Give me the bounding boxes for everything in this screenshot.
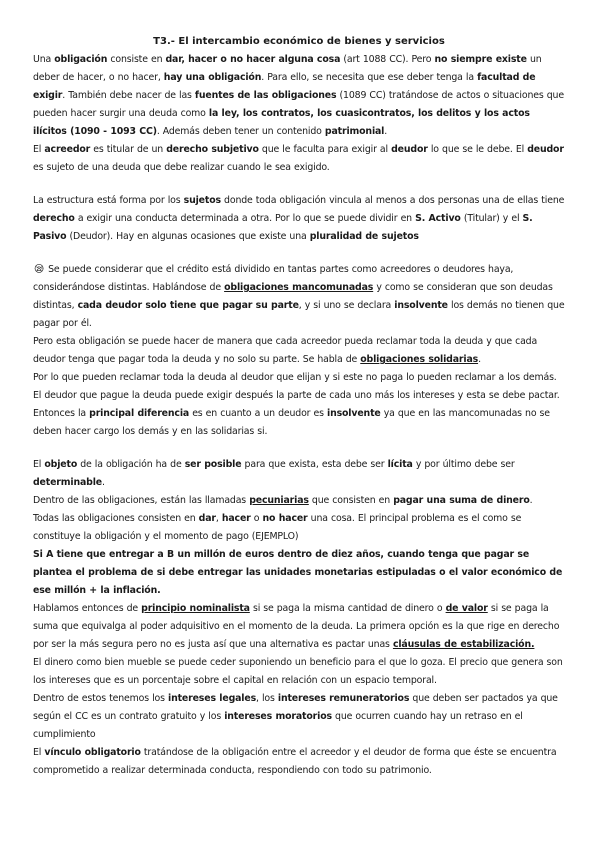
- bold-term: objeto: [44, 459, 78, 470]
- text-run: y como se consideran que son deudas distintas,: [33, 282, 553, 311]
- text-run: si se paga la misma cantidad de dinero o: [249, 603, 446, 614]
- text-run: .: [529, 495, 533, 506]
- underlined-term: de valor: [445, 603, 488, 614]
- text-run: , los: [256, 693, 278, 704]
- text-run: es en cuanto a un deudor es: [189, 408, 327, 419]
- paragraph: [33, 492, 565, 510]
- text-run: . También debe nacer de las: [62, 90, 195, 101]
- paragraph-gap: [33, 246, 565, 261]
- paragraph-gap: [33, 177, 565, 192]
- text-run: tratándose de la obligación entre el acreedor y el deudor de forma que éste se encuentra comprometido a realizar determinada conducta, respondiendo con todo su patrimonio.: [33, 747, 557, 776]
- bold-term: obligación: [54, 54, 108, 65]
- paragraph: [33, 690, 565, 744]
- text-run: (Titular) y el: [460, 213, 523, 224]
- text-run: que ocurren cuando hay un retraso en el cumplimiento: [33, 711, 523, 740]
- text-run: El: [33, 747, 45, 758]
- paragraph: [33, 600, 565, 654]
- text-run: .: [384, 126, 388, 137]
- bold-term: la ley, los contratos, los cuasicontratos, los delitos y los actos ilícitos (1090 - 1093 CC): [33, 108, 530, 137]
- bold-term: S. Pasivo: [33, 213, 533, 242]
- paragraph-gap: [33, 441, 565, 456]
- text-run: a exigir una conducta determinada a otra. Por lo que se puede dividir en: [74, 213, 416, 224]
- paragraph: [33, 192, 565, 246]
- underlined-term: obligaciones mancomunadas: [224, 282, 374, 293]
- text-run: que le faculta para exigir al: [258, 144, 392, 155]
- paragraph: [33, 654, 565, 690]
- bold-term: dar, hacer o no hacer alguna cosa: [165, 54, 341, 65]
- bold-term: pluralidad de sujetos: [309, 231, 419, 242]
- text-run: Hablamos entonces de: [33, 603, 142, 614]
- bold-term: no hacer: [262, 513, 308, 524]
- text-run: Dentro de las obligaciones, están las llamadas: [33, 495, 250, 506]
- paragraph: [33, 333, 565, 369]
- text-run: que deben ser pactados ya que según el CC es un contrato gratuito y los: [33, 693, 558, 722]
- bold-term: Si A tiene que entregar a B un millón de euros dentro de diez años, cuando tenga que pagar se plantea el problema de si debe entregar las unidades monetarias estipuladas o el valor económico de ese millón + la inflación.: [33, 549, 563, 596]
- text-run: (1089 CC) tratándose de actos o situaciones que pueden hacer surgir una deuda como: [33, 90, 564, 119]
- text-run: y por último debe ser: [412, 459, 515, 470]
- text-run: Por lo que pueden reclamar toda la deuda al deudor que elijan y si este no paga lo pueden reclamar a los demás. El deudor que pague la deuda puede exigir después la parte de cada uno más los intereses y esta se debe pactar. Entonces la: [33, 372, 560, 419]
- bold-term: hay una obligación: [163, 72, 262, 83]
- bold-term: S. Activo: [415, 213, 461, 224]
- text-run: Una: [33, 54, 55, 65]
- text-run: . Además deben tener un contenido: [156, 126, 325, 137]
- bold-term: facultad de exigir: [33, 72, 536, 101]
- text-run: un deber de hacer, o no hacer,: [33, 54, 542, 83]
- text-run: (Deudor). Hay en algunas ocasiones que existe una: [66, 231, 310, 242]
- bold-term: no siempre existe: [434, 54, 527, 65]
- paragraph: [33, 141, 565, 177]
- document-page: [33, 35, 565, 780]
- text-run: consiste en: [107, 54, 166, 65]
- bold-term: derecho subjetivo: [166, 144, 259, 155]
- text-run: .: [478, 354, 481, 365]
- bold-term: determinable: [33, 477, 102, 488]
- text-run: .: [102, 477, 105, 488]
- bold-term: fuentes de las obligaciones: [194, 90, 337, 101]
- bold-term: acreedor: [44, 144, 91, 155]
- text-run: una cosa. El principal problema es el como se constituye la obligación y el momento de pago (EJEMPLO): [33, 513, 522, 542]
- text-run: para que exista, esta debe ser: [241, 459, 388, 470]
- text-run: El dinero como bien mueble se puede ceder suponiendo un beneficio para el que lo goza. El precio que genera son los intereses que es un porcentaje sobre el capital en relación con un espacio temporal.: [33, 657, 563, 686]
- bold-term: principal diferencia: [89, 408, 190, 419]
- bold-term: lícita: [387, 459, 413, 470]
- paragraph: [33, 546, 565, 600]
- bold-term: insolvente: [394, 300, 448, 311]
- bold-term: sujetos: [183, 195, 221, 206]
- paragraph: [33, 510, 565, 546]
- bold-term: intereses remuneratorios: [277, 693, 410, 704]
- document-title: T3.- El intercambio económico de bienes y servicios: [153, 36, 445, 47]
- text-run: ,: [215, 513, 222, 524]
- paragraph: [33, 261, 565, 333]
- bold-term: hacer: [221, 513, 251, 524]
- bold-term: pagar una suma de dinero: [393, 495, 530, 506]
- paragraph: [33, 369, 565, 441]
- bold-term: cada deudor solo tiene que pagar su parte: [77, 300, 299, 311]
- text-run: si se paga la suma que equivalga al poder adquisitivo en el momento de la deuda. La primera opción es la que rige en derecho por ser la más segura pero no es justa así que una alternativa es pactar unas: [33, 603, 560, 650]
- text-run: los demás no tienen que pagar por él.: [33, 300, 565, 329]
- bold-term: patrimonial: [324, 126, 385, 137]
- text-run: es titular de un: [90, 144, 167, 155]
- underlined-term: cláusulas de estabilización.: [392, 639, 535, 650]
- bold-term: insolvente: [327, 408, 381, 419]
- text-run: lo que se le debe. El: [427, 144, 528, 155]
- text-run: Dentro de estos tenemos los: [33, 693, 168, 704]
- text-run: Todas las obligaciones consisten en: [33, 513, 199, 524]
- bold-term: deudor: [527, 144, 564, 155]
- text-run: . Para ello, se necesita que ese deber tenga la: [261, 72, 478, 83]
- bold-term: intereses legales: [168, 693, 257, 704]
- text-run: El: [33, 144, 45, 155]
- text-run: es sujeto de una deuda que debe realizar cuando le sea exigido.: [33, 162, 330, 173]
- text-run: de la obligación ha de: [77, 459, 185, 470]
- text-run: que consisten en: [308, 495, 394, 506]
- text-run: , y si uno se declara: [298, 300, 395, 311]
- text-run: ya que en las mancomunadas no se deben hacer cargo los demás y en las solidarias si.: [33, 408, 550, 437]
- bold-term: derecho: [33, 213, 75, 224]
- text-run: Pero esta obligación se puede hacer de manera que cada acreedor pueda reclamar toda la deuda y que cada deudor tenga que pagar toda la deuda y no solo su parte. Se habla de: [33, 336, 538, 365]
- underlined-term: obligaciones solidarias: [360, 354, 479, 365]
- sleepy-face-icon: 😪: [33, 264, 45, 275]
- bold-term: ser posible: [184, 459, 242, 470]
- text-run: donde toda obligación vincula al menos a dos personas una de ellas tiene: [220, 195, 565, 206]
- text-run: Se puede considerar que el crédito está dividido en tantas partes como acreedores o deudores haya, considerándose distintas. Hablándose de: [33, 264, 514, 293]
- bold-term: dar: [198, 513, 216, 524]
- text-run: La estructura está forma por los: [33, 195, 184, 206]
- text-run: o: [250, 513, 263, 524]
- paragraph: [33, 744, 565, 780]
- underlined-term: principio nominalista: [141, 603, 250, 614]
- document-body: [33, 51, 565, 780]
- paragraph: [33, 51, 565, 141]
- bold-term: vínculo obligatorio: [44, 747, 141, 758]
- paragraph: [33, 456, 565, 492]
- text-run: El: [33, 459, 45, 470]
- bold-term: intereses moratorios: [224, 711, 332, 722]
- underlined-term: pecuniarias: [249, 495, 309, 506]
- bold-term: deudor: [391, 144, 428, 155]
- text-run: (art 1088 CC). Pero: [340, 54, 435, 65]
